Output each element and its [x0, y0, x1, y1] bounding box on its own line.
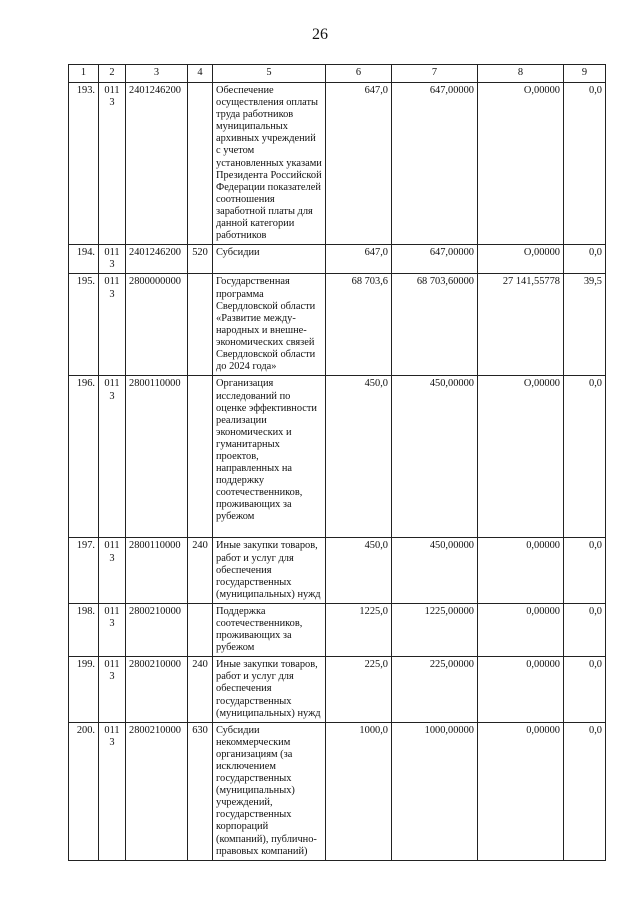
amount-value: 450,00000	[392, 538, 478, 603]
type-code: 520	[188, 245, 213, 274]
target-code: 2800110000	[126, 538, 188, 603]
row-number: 195.	[69, 274, 99, 376]
section-code: 0113	[99, 245, 126, 274]
table-row	[69, 657, 606, 722]
executed-value: O,00000	[478, 245, 564, 274]
executed-value: O,00000	[478, 83, 564, 245]
amount-value: 1000,00000	[392, 722, 478, 860]
item-name: Государственная программа Свердловской области «Развитие между-народных и внешне-экономических связей Свердловской области до 2024 года»	[213, 274, 326, 376]
plan-value: 1225,0	[326, 603, 392, 656]
type-code	[188, 603, 213, 656]
executed-value: 0,00000	[478, 657, 564, 722]
percent-value: 0,0	[564, 376, 606, 538]
section-code: 0113	[99, 722, 126, 860]
percent-value: 0,0	[564, 538, 606, 603]
item-name: Иные закупки товаров, работ и услуг для обеспечения государственных (муниципальных) нужд	[213, 657, 326, 722]
type-code	[188, 376, 213, 538]
percent-value: 0,0	[564, 83, 606, 245]
target-code: 2800110000	[126, 376, 188, 538]
row-number: 200.	[69, 722, 99, 860]
target-code: 2800210000	[126, 603, 188, 656]
type-code	[188, 274, 213, 376]
row-number: 198.	[69, 603, 99, 656]
row-number: 197.	[69, 538, 99, 603]
amount-value: 68 703,60000	[392, 274, 478, 376]
plan-value: 450,0	[326, 376, 392, 538]
row-number: 194.	[69, 245, 99, 274]
target-code: 2800210000	[126, 657, 188, 722]
plan-value: 68 703,6	[326, 274, 392, 376]
plan-value: 1000,0	[326, 722, 392, 860]
executed-value: 0,00000	[478, 603, 564, 656]
executed-value: 0,00000	[478, 722, 564, 860]
executed-value: O,00000	[478, 376, 564, 538]
type-code	[188, 83, 213, 245]
column-header: 1	[69, 65, 99, 83]
column-header: 6	[326, 65, 392, 83]
section-code: 0113	[99, 657, 126, 722]
plan-value: 647,0	[326, 83, 392, 245]
item-name: Субсидии	[213, 245, 326, 274]
item-name: Субсидии некоммерческим организациям (за исключением государственных (муниципальных) учреждений, государственных корпораций (компаний), публично-правовых компаний)	[213, 722, 326, 860]
column-header: 5	[213, 65, 326, 83]
item-name: Обеспечение осуществления оплаты труда работников муниципальных архивных учреждений с учетом установленных указами Президента Российской Федерации показателей соотношения заработной платы для данной категории работников	[213, 83, 326, 245]
type-code: 240	[188, 657, 213, 722]
percent-value: 0,0	[564, 603, 606, 656]
amount-value: 225,00000	[392, 657, 478, 722]
column-header: 2	[99, 65, 126, 83]
target-code: 2401246200	[126, 245, 188, 274]
table-row	[69, 274, 606, 376]
percent-value: 0,0	[564, 245, 606, 274]
amount-value: 1225,00000	[392, 603, 478, 656]
column-header: 7	[392, 65, 478, 83]
budget-table	[68, 64, 606, 861]
section-code: 0113	[99, 376, 126, 538]
table-row	[69, 376, 606, 538]
column-header: 3	[126, 65, 188, 83]
section-code: 0113	[99, 538, 126, 603]
percent-value: 39,5	[564, 274, 606, 376]
section-code: 0113	[99, 603, 126, 656]
column-header: 9	[564, 65, 606, 83]
section-code: 0113	[99, 83, 126, 245]
page-number: 26	[312, 26, 328, 43]
plan-value: 647,0	[326, 245, 392, 274]
target-code: 2401246200	[126, 83, 188, 245]
table-row	[69, 83, 606, 245]
percent-value: 0,0	[564, 657, 606, 722]
table-row	[69, 603, 606, 656]
target-code: 2800210000	[126, 722, 188, 860]
plan-value: 225,0	[326, 657, 392, 722]
item-name: Иные закупки товаров, работ и услуг для обеспечения государственных (муниципальных) нужд	[213, 538, 326, 603]
type-code: 630	[188, 722, 213, 860]
row-number: 199.	[69, 657, 99, 722]
column-header: 4	[188, 65, 213, 83]
table-row	[69, 722, 606, 860]
amount-value: 647,00000	[392, 83, 478, 245]
section-code: 0113	[99, 274, 126, 376]
item-name: Организация исследований по оценке эффективности реализации экономических и гуманитарных проектов, направленных на поддержку соотечественников, проживающих за рубежом	[213, 376, 326, 538]
row-number: 193.	[69, 83, 99, 245]
item-name: Поддержка соотечественников, проживающих за рубежом	[213, 603, 326, 656]
plan-value: 450,0	[326, 538, 392, 603]
row-number: 196.	[69, 376, 99, 538]
table-row	[69, 538, 606, 603]
executed-value: 0,00000	[478, 538, 564, 603]
percent-value: 0,0	[564, 722, 606, 860]
target-code: 2800000000	[126, 274, 188, 376]
type-code: 240	[188, 538, 213, 603]
header-row	[69, 65, 606, 83]
executed-value: 27 141,55778	[478, 274, 564, 376]
amount-value: 450,00000	[392, 376, 478, 538]
column-header: 8	[478, 65, 564, 83]
table-row	[69, 245, 606, 274]
amount-value: 647,00000	[392, 245, 478, 274]
